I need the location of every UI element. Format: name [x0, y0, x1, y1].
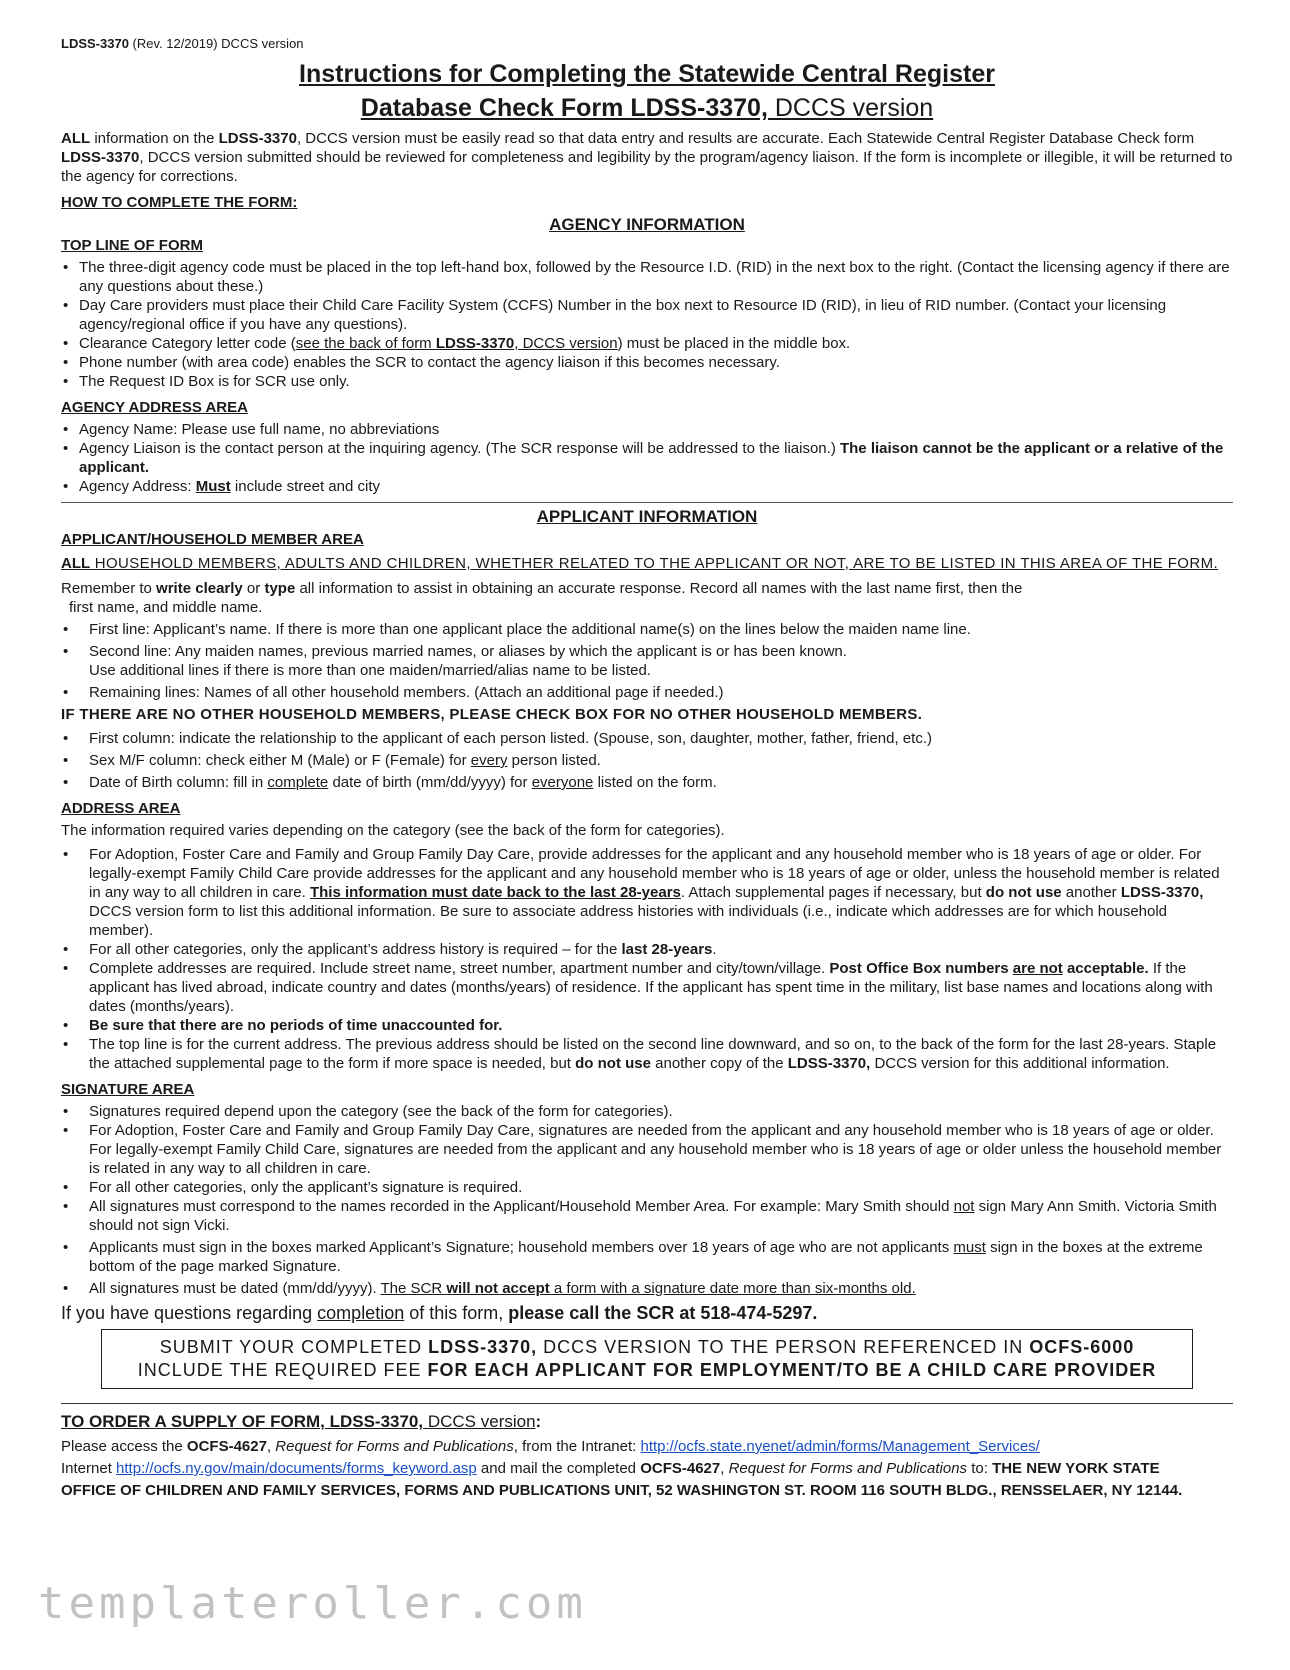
text: The SCR: [380, 1280, 447, 1297]
no-other-members-note: IF THERE ARE NO OTHER HOUSEHOLD MEMBERS, PLEASE CHECK BOX FOR NO OTHER HOUSEHOLD MEMBERS.: [61, 706, 923, 723]
internet-link[interactable]: http://ocfs.ny.gov/main/documents/forms_keyword.asp: [116, 1460, 477, 1477]
watermark-text: templateroller.com: [38, 1578, 587, 1629]
list-item: [79, 334, 1233, 353]
list-item: • Signatures required depend upon the category (see the back of the form for categories).: [89, 1102, 1233, 1121]
text: For Adoption, Foster Care and Family and Group Family Day Care, provide addresses for the applicant and any household member who is 18 years of age or older. For legally-exempt Family Child Care provide addresses for the applicant and any household member who is 18 years of age or older, unless the household member is related in any way to all children in care.: [89, 846, 1220, 901]
text: all information to assist in obtaining an accurate response. Record all names with the last name first, then the: [295, 580, 1023, 597]
intranet-link[interactable]: http://ocfs.state.nyenet/admin/forms/Management_Services/: [640, 1438, 1040, 1455]
text: LDSS-3370: [435, 335, 515, 352]
text: LDSS-3370,: [787, 1055, 871, 1072]
text: sign in the boxes at the extreme bottom of the page marked Signature.: [89, 1239, 1203, 1275]
text: DCCS version: [423, 1412, 536, 1431]
text: FOR EACH APPLICANT FOR EMPLOYMENT/TO BE A CHILD CARE PROVIDER: [427, 1360, 1157, 1380]
intro-text: ALL: [61, 130, 91, 147]
list-item: [89, 845, 1233, 940]
text: .: [712, 941, 717, 958]
questions-line: [61, 1304, 1233, 1323]
text: to:: [967, 1460, 993, 1477]
text: OCFS-4627: [186, 1438, 267, 1455]
text: completion: [317, 1303, 405, 1323]
applicant-information-heading: APPLICANT INFORMATION: [536, 507, 758, 526]
intro-text: , DCCS version submitted should be reviewed for completeness and legibility by the program/agency liaison. If the form is incomplete or illegible, it will be returned to the agency for corrections.: [61, 149, 1233, 185]
title-line-2: Database Check Form LDSS-3370,: [360, 94, 768, 122]
text: complete: [267, 774, 329, 791]
text: listed on the form.: [593, 774, 717, 791]
text: please call the SCR at 518-474-5297.: [508, 1303, 818, 1323]
text: another: [1061, 884, 1121, 901]
submit-box: [101, 1329, 1193, 1389]
text: ALL: [61, 555, 91, 572]
remember-paragraph: [61, 579, 1233, 617]
list-item: • Remaining lines: Names of all other household members. (Attach an additional page if needed.): [89, 683, 1233, 702]
intro-paragraph: [61, 129, 1233, 186]
text: first name, and middle name.: [69, 599, 263, 616]
text: Post Office Box numbers: [829, 960, 1013, 977]
agency-address-heading: AGENCY ADDRESS AREA: [61, 399, 248, 416]
list-item: • First column: indicate the relationship to the applicant of each person listed. (Spouse, son, daughter, mother, father, friend, etc.): [89, 729, 1233, 748]
household-heading: APPLICANT/HOUSEHOLD MEMBER AREA: [61, 531, 364, 548]
form-code: LDSS-3370: [61, 36, 129, 51]
top-line-heading: TOP LINE OF FORM: [61, 237, 203, 254]
order-section: [61, 1412, 1233, 1502]
text: OCFS-4627: [640, 1460, 721, 1477]
text: , from the Intranet:: [513, 1438, 641, 1455]
text: not: [953, 1198, 975, 1215]
form-id-line: [61, 36, 1233, 51]
form-revision: (Rev. 12/2019) DCCS version: [128, 36, 304, 51]
text: Agency Liaison is the contact person at the inquiring agency. (The SCR response will be addressed to the liaison.): [79, 440, 840, 457]
list-item: [79, 439, 1233, 477]
list-item: [89, 751, 1233, 770]
agency-address-list: [61, 420, 1233, 496]
top-line-list: [61, 258, 1233, 391]
text: INCLUDE THE REQUIRED FEE: [137, 1360, 428, 1380]
text: person listed.: [507, 752, 601, 769]
divider: [61, 1403, 1233, 1404]
list-item: • The three-digit agency code must be placed in the top left-hand box, followed by the Resource I.D. (RID) in the next box to the right. (Contact the licensing agency if there are any questions about these.): [79, 258, 1233, 296]
all-household-note: [61, 554, 1233, 573]
order-line-3: [61, 1480, 1233, 1502]
text: Please access the: [61, 1438, 187, 1455]
text: Request for Forms and Publications: [728, 1460, 968, 1477]
text: Applicants must sign in the boxes marked Applicant’s Signature; household members over 18 years of age who are not applicants: [89, 1239, 954, 1256]
text: . Attach supplemental pages if necessary, but: [680, 884, 986, 901]
text: Complete addresses are required. Include street name, street number, apartment number and city/town/village.: [89, 960, 830, 977]
list-item: • Phone number (with area code) enables the SCR to contact the agency liaison if this becomes necessary.: [79, 353, 1233, 372]
text: a form with a signature date more than six-months old.: [549, 1280, 916, 1297]
intro-text: , DCCS version must be easily read so that data entry and results are accurate. Each Statewide Central Register Database Check form: [296, 130, 1195, 147]
signature-list: [61, 1102, 1233, 1298]
text: will not accept: [446, 1280, 550, 1297]
name-lines-list: [61, 620, 1233, 702]
document-page: [61, 36, 1233, 1502]
text: Sex M/F column: check either M (Male) or F (Female) for: [89, 752, 471, 769]
text: Date of Birth column: fill in: [89, 774, 268, 791]
list-item: • Agency Name: Please use full name, no abbreviations: [79, 420, 1233, 439]
text: HOUSEHOLD MEMBERS, ADULTS AND CHILDREN, WHETHER RELATED TO THE APPLICANT OR NOT, ARE TO BE LISTED IN THIS AREA OF THE FORM.: [90, 555, 1219, 572]
text: do not use: [575, 1055, 651, 1072]
text: include street and city: [230, 478, 380, 495]
text: last 28-years: [621, 941, 713, 958]
list-item: [89, 959, 1233, 1016]
text: OFFICE OF CHILDREN AND FAMILY SERVICES, FORMS AND PUBLICATIONS UNIT, 52 WASHINGTON ST. ROOM 116 SOUTH BLDG., RENSSELAER, NY 12144.: [61, 1482, 1183, 1499]
text: sign Mary Ann Smith. Victoria Smith should not sign Vicki.: [89, 1198, 1217, 1234]
text: of this form,: [404, 1303, 509, 1323]
intro-text: information on the: [90, 130, 219, 147]
text: Request for Forms and Publications: [275, 1438, 514, 1455]
list-item: • Day Care providers must place their Child Care Facility System (CCFS) Number in the box next to Resource ID (RID), in lieu of RID number. (Contact your licensing agency/regional office if you have any questions).: [79, 296, 1233, 334]
order-line-2: [61, 1458, 1233, 1480]
how-to-heading: HOW TO COMPLETE THE FORM:: [61, 194, 298, 211]
text: For all other categories, only the applicant’s address history is required – for the: [89, 941, 622, 958]
text: Remember to: [61, 580, 157, 597]
list-item: • For Adoption, Foster Care and Family and Group Family Day Care, signatures are needed from the applicant and any household member who is 18 years of age or older. For legally-exempt Family Child Care, signatures are needed from the applicant and any household member who is 18 years of age or older unless the household member is related in any way to all children in care.: [89, 1121, 1233, 1178]
text: ,: [266, 1438, 276, 1455]
address-area-heading: ADDRESS AREA: [61, 800, 181, 817]
text: type: [264, 580, 296, 597]
text: date of birth (mm/dd/yyyy) for: [328, 774, 532, 791]
text: DCCS VERSION TO THE PERSON REFERENCED IN: [537, 1337, 1030, 1357]
text: Second line: Any maiden names, previous married names, or aliases by which the applicant is or has been known.: [89, 643, 847, 660]
text: everyone: [531, 774, 594, 791]
text: Use additional lines if there is more than one maiden/married/alias name to be listed.: [89, 662, 651, 679]
list-item: [89, 1016, 1233, 1035]
order-heading: [61, 1412, 1233, 1432]
text: SUBMIT YOUR COMPLETED: [159, 1337, 429, 1357]
text: OCFS-6000: [1029, 1337, 1135, 1357]
text: must: [953, 1239, 986, 1256]
address-list: [61, 845, 1233, 1073]
intro-text: LDSS-3370: [218, 130, 297, 147]
text: another copy of the: [650, 1055, 788, 1072]
text: TO ORDER A SUPPLY OF FORM, LDSS-3370,: [61, 1412, 424, 1431]
text: see the back of form: [295, 335, 436, 352]
agency-information-heading: AGENCY INFORMATION: [549, 215, 745, 234]
text: If the applicant has lived abroad, indicate country and dates (months/years) of residence. If the applicant has spent time in the military, list base names and locations along with dates (months/years).: [89, 960, 1213, 1015]
text: do not use: [985, 884, 1062, 901]
text: [296, 335, 618, 352]
text: write clearly: [156, 580, 243, 597]
text: If you have questions regarding: [61, 1303, 318, 1323]
text: THE NEW YORK STATE: [992, 1460, 1160, 1477]
text: Must: [195, 478, 231, 495]
document-title: [61, 57, 1233, 125]
list-item: [89, 1238, 1233, 1276]
address-intro: The information required varies depending on the category (see the back of the form for categories).: [61, 822, 725, 839]
text: and mail the completed: [476, 1460, 641, 1477]
text: :: [535, 1412, 542, 1431]
list-item: • The Request ID Box is for SCR use only.: [79, 372, 1233, 391]
intro-text: LDSS-3370: [61, 149, 140, 166]
divider: [61, 502, 1233, 503]
list-item: • First line: Applicant’s name. If there is more than one applicant place the additional name(s) on the lines below the maiden name line.: [89, 620, 1233, 639]
list-item: [89, 1279, 1233, 1298]
text: acceptable.: [1062, 960, 1149, 977]
list-item: [89, 1197, 1233, 1235]
text: ,: [720, 1460, 729, 1477]
text: The top line is for the current address. The previous address should be listed on the second line downward, and so on, to the back of the form for the last 28-years. Staple the attached supplemental page to the form if more space is needed, but: [89, 1036, 1217, 1072]
text: or: [242, 580, 265, 597]
text: LDSS-3370,: [428, 1337, 538, 1357]
text: ) must be placed in the middle box.: [617, 335, 851, 352]
title-line-2-suffix: DCCS version: [767, 94, 934, 122]
text: Clearance Category letter code (: [79, 335, 296, 352]
list-item: [89, 1035, 1233, 1073]
title-line-1: Instructions for Completing the Statewide Central Register: [299, 60, 995, 88]
signature-area-heading: SIGNATURE AREA: [61, 1081, 195, 1098]
text: [381, 1280, 916, 1297]
text: DCCS version for this additional information.: [870, 1055, 1170, 1072]
text: All signatures must be dated (mm/dd/yyyy).: [89, 1280, 381, 1297]
text: every: [470, 752, 508, 769]
list-item: [89, 773, 1233, 792]
text: Be sure that there are no periods of time unaccounted for.: [89, 1017, 503, 1034]
list-item: • For all other categories, only the applicant’s signature is required.: [89, 1178, 1233, 1197]
text: LDSS-3370,: [1120, 884, 1204, 901]
text: DCCS version form to list this additional information. Be sure to associate address histories with individuals (i.e., indicate which addresses are for which household member).: [89, 903, 1168, 939]
text: , DCCS version: [514, 335, 618, 352]
text: This information must date back to the last 28-years: [309, 884, 681, 901]
list-item: [89, 642, 1233, 680]
text: are not: [1012, 960, 1063, 977]
columns-list: [61, 729, 1233, 792]
text: All signatures must correspond to the names recorded in the Applicant/Household Member Area. For example: Mary Smith should: [89, 1198, 954, 1215]
text: Agency Address:: [79, 478, 196, 495]
list-item: [89, 940, 1233, 959]
order-line-1: [61, 1436, 1233, 1458]
list-item: [79, 477, 1233, 496]
text: The liaison cannot be the applicant or a relative of the applicant.: [79, 440, 1224, 476]
text: Internet: [61, 1460, 117, 1477]
